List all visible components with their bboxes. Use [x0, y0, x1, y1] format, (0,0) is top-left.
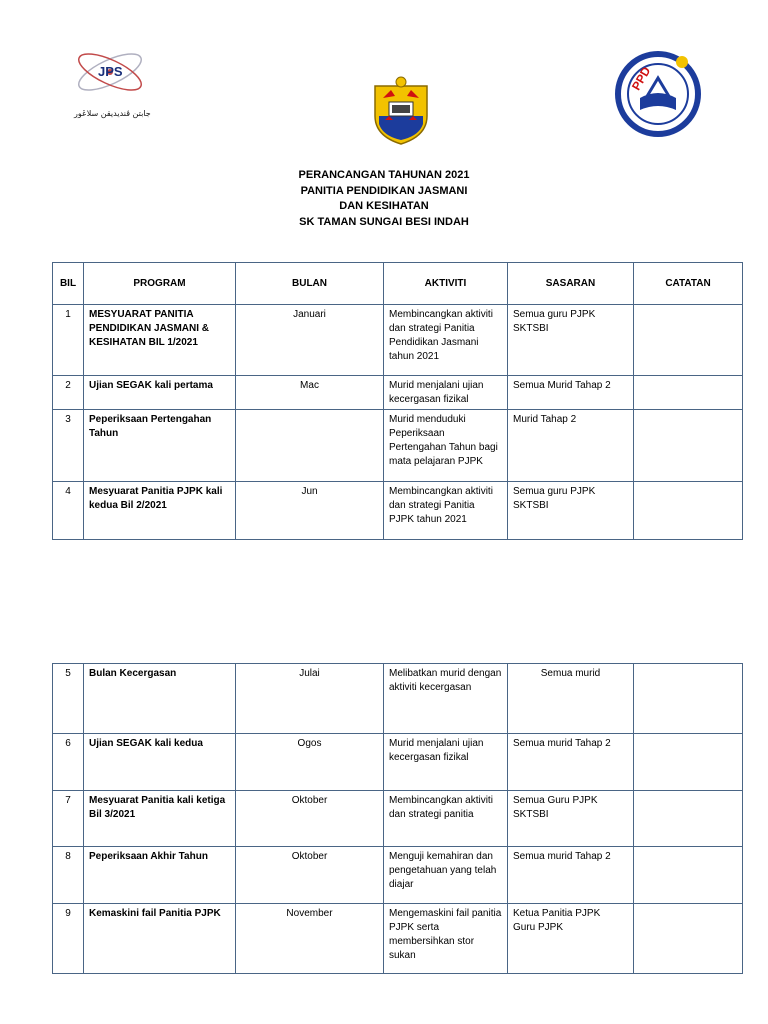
- cell-aktiviti: Murid menjalani ujian kecergasan fizikal: [384, 734, 508, 791]
- header-catatan: CATATAN: [634, 263, 743, 305]
- table-row: [53, 847, 743, 904]
- cell-aktiviti: Membincangkan aktiviti dan strategi Panitia PJPK tahun 2021: [384, 482, 508, 540]
- cell-catatan: [634, 791, 743, 847]
- cell-bil: 8: [53, 847, 84, 904]
- cell-program: Bulan Kecergasan: [84, 664, 236, 734]
- document-heading: [0, 168, 768, 230]
- cell-program: MESYUARAT PANITIA PENDIDIKAN JASMANI & KESIHATAN BIL 1/2021: [84, 305, 236, 376]
- svg-text:جابتن ڤنديديقن سلاڠور: جابتن ڤنديديقن سلاڠور: [74, 109, 151, 118]
- cell-sasaran: Semua Murid Tahap 2: [508, 376, 634, 410]
- header-sasaran: SASARAN: [508, 263, 634, 305]
- table-row: [53, 305, 743, 376]
- cell-bil: 4: [53, 482, 84, 540]
- cell-sasaran: Semua murid Tahap 2: [508, 734, 634, 791]
- cell-bulan: Julai: [236, 664, 384, 734]
- cell-catatan: [634, 410, 743, 482]
- cell-sasaran: Ketua Panitia PJPK Guru PJPK: [508, 904, 634, 974]
- cell-catatan: [634, 305, 743, 376]
- cell-sasaran: Murid Tahap 2: [508, 410, 634, 482]
- cell-bil: 6: [53, 734, 84, 791]
- heading-line-3: DAN KESIHATAN: [339, 200, 429, 212]
- cell-program: Peperiksaan Akhir Tahun: [84, 847, 236, 904]
- cell-aktiviti: Membincangkan aktiviti dan strategi Panitia Pendidikan Jasmani tahun 2021: [384, 305, 508, 376]
- plan-table-part-1: [52, 262, 743, 540]
- cell-bil: 3: [53, 410, 84, 482]
- cell-aktiviti: Mengemaskini fail panitia PJPK serta membersihkan stor sukan: [384, 904, 508, 974]
- table-row: [53, 904, 743, 974]
- svg-text:PPD: PPD: [628, 64, 654, 93]
- header-bulan: BULAN: [236, 263, 384, 305]
- cell-bulan: [236, 410, 384, 482]
- cell-bulan: Mac: [236, 376, 384, 410]
- cell-aktiviti: Murid menjalani ujian kecergasan fizikal: [384, 376, 508, 410]
- plan-table-part-2: [52, 663, 743, 974]
- cell-bulan: Ogos: [236, 734, 384, 791]
- jps-logo: [70, 42, 152, 124]
- cell-program: Peperiksaan Pertengahan Tahun: [84, 410, 236, 482]
- heading-line-4: SK TAMAN SUNGAI BESI INDAH: [299, 215, 469, 228]
- header-program: PROGRAM: [84, 263, 236, 305]
- cell-bulan: Januari: [236, 305, 384, 376]
- cell-catatan: [634, 847, 743, 904]
- cell-program: Mesyuarat Panitia PJPK kali kedua Bil 2/2021: [84, 482, 236, 540]
- svg-text:JPS: JPS: [98, 64, 123, 79]
- table-row: [53, 482, 743, 540]
- cell-bil: 9: [53, 904, 84, 974]
- cell-sasaran: Semua guru PJPK SKTSBI: [508, 305, 634, 376]
- cell-program: Kemaskini fail Panitia PJPK: [84, 904, 236, 974]
- table-row: [53, 791, 743, 847]
- cell-bil: 5: [53, 664, 84, 734]
- table-row: [53, 664, 743, 734]
- cell-aktiviti: Menguji kemahiran dan pengetahuan yang telah diajar: [384, 847, 508, 904]
- cell-sasaran: Semua guru PJPK SKTSBI: [508, 482, 634, 540]
- cell-bil: 1: [53, 305, 84, 376]
- cell-bil: 7: [53, 791, 84, 847]
- cell-sasaran: Semua Guru PJPK SKTSBI: [508, 791, 634, 847]
- cell-aktiviti: Melibatkan murid dengan aktiviti kecergasan: [384, 664, 508, 734]
- header-aktiviti: AKTIVITI: [384, 263, 508, 305]
- table-row: [53, 410, 743, 482]
- cell-bulan: Oktober: [236, 847, 384, 904]
- heading-line-1: PERANCANGAN TAHUNAN 2021: [298, 169, 470, 181]
- cell-bulan: Oktober: [236, 791, 384, 847]
- cell-catatan: [634, 734, 743, 791]
- school-crest-logo: [369, 76, 433, 146]
- cell-program: Ujian SEGAK kali kedua: [84, 734, 236, 791]
- cell-sasaran: Semua murid Tahap 2: [508, 847, 634, 904]
- cell-aktiviti: Murid menduduki Peperiksaan Pertengahan Tahun bagi mata pelajaran PJPK: [384, 410, 508, 482]
- header-bil: BIL: [53, 263, 84, 305]
- heading-line-2: PANITIA PENDIDIKAN JASMANI: [300, 184, 468, 197]
- cell-sasaran: Semua murid: [508, 664, 634, 734]
- cell-program: Mesyuarat Panitia kali ketiga Bil 3/2021: [84, 791, 236, 847]
- cell-catatan: [634, 376, 743, 410]
- cell-catatan: [634, 482, 743, 540]
- table-header-row: [53, 263, 743, 305]
- ppd-logo: [612, 48, 704, 140]
- cell-catatan: [634, 664, 743, 734]
- cell-aktiviti: Membincangkan aktiviti dan strategi panitia: [384, 791, 508, 847]
- cell-bulan: Jun: [236, 482, 384, 540]
- cell-bulan: November: [236, 904, 384, 974]
- table-row: [53, 376, 743, 410]
- cell-catatan: [634, 904, 743, 974]
- cell-bil: 2: [53, 376, 84, 410]
- table-row: [53, 734, 743, 791]
- cell-program: Ujian SEGAK kali pertama: [84, 376, 236, 410]
